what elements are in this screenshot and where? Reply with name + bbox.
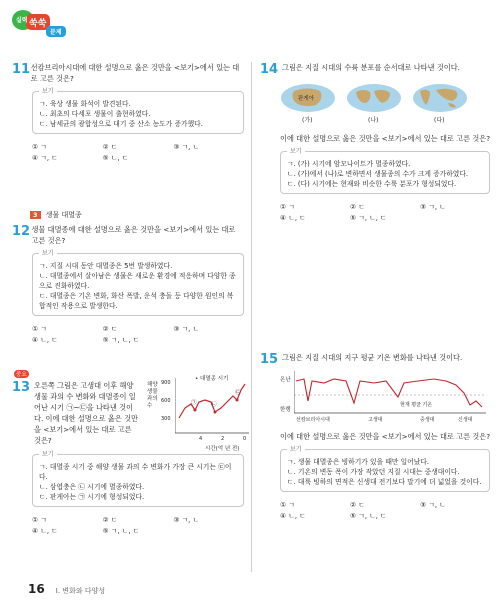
globe-map-icon: [412, 83, 468, 113]
globe-map-icon: [346, 83, 402, 113]
chart-xlabel: 시간(억 년 전): [205, 446, 240, 452]
x-tick: 4: [199, 436, 203, 442]
question-number: 12: [12, 224, 31, 239]
logo-badge: 문제: [50, 29, 62, 36]
logo-sub: 실력: [16, 17, 28, 24]
panel-label: (나): [368, 117, 379, 124]
choice-2[interactable]: ② ㄷ: [102, 143, 118, 151]
question-text: 그림은 지질 시대의 지구 평균 기온 변화를 나타낸 것이다.: [282, 353, 463, 362]
choice-5[interactable]: ⑤ ㄴ, ㄷ: [102, 153, 129, 162]
question-number: 13: [12, 380, 31, 395]
choice-1[interactable]: ① ㄱ: [32, 516, 47, 524]
question-15: [260, 352, 490, 521]
temperature-curve: [296, 379, 482, 407]
page-number: 16: [28, 582, 45, 596]
choice-5[interactable]: ⑤ ㄱ, ㄴ, ㄷ: [102, 526, 140, 535]
choice-4[interactable]: ④ ㄴ, ㄷ: [32, 335, 58, 344]
legend-text: 대멸종 시기: [200, 376, 229, 382]
choice-3[interactable]: ③ ㄱ, ㄴ: [173, 516, 200, 524]
question-14: [260, 62, 490, 223]
question-text: 오른쪽 그림은 고생대 이후 해양 생물 과의 수 변화와 대멸종이 일어난 시기 ㉠~㉢을 나타낸 것이다. 이에 대한 설명으로 옳은 것만을 <보기>에서 있는 대로 고른 것은?: [34, 381, 138, 445]
bogi-label: 보기: [39, 86, 57, 95]
bogi-item: ㄴ. 대멸종에서 살아남은 생물은 새로운 환경에 적응하며 다양한 종으로 진화하였다.: [39, 272, 236, 290]
choice-4[interactable]: ④ ㄱ, ㄷ: [32, 153, 58, 162]
question-subtext: 이에 대한 설명으로 옳은 것만을 <보기>에서 있는 대로 고른 것은?: [280, 134, 491, 143]
answer-choices: [32, 324, 244, 345]
temperature-plot: [294, 371, 486, 415]
choice-3[interactable]: ③ ㄱ, ㄴ: [420, 203, 446, 211]
bogi-box: [32, 451, 244, 507]
map-label: 판게아: [298, 96, 314, 102]
bogi-item: ㄱ. (가) 시기에 암모나이트가 멸종하였다.: [287, 160, 411, 168]
question-12: [12, 224, 244, 345]
bogi-item: ㄴ. (가)에서 (나)로 변하면서 생물종의 수가 크게 증가하였다.: [287, 170, 469, 178]
question-text: 그림은 지질 시대의 수륙 분포를 순서대로 나타낸 것이다.: [282, 63, 460, 72]
answer-choices: [32, 515, 244, 536]
section-tag: 3: [30, 211, 41, 219]
book-logo: [10, 6, 68, 42]
choice-2[interactable]: ② ㄷ: [102, 325, 118, 333]
choice-3[interactable]: ③ ㄱ, ㄴ: [420, 501, 446, 509]
bogi-label: 보기: [39, 449, 57, 458]
y-label-warm: 온난: [280, 377, 291, 383]
extinction-point: [194, 409, 197, 412]
era-label: 중생대: [420, 417, 435, 423]
era-label: 선캄브리아시대: [296, 417, 330, 423]
panel-label: (다): [434, 117, 445, 124]
choice-1[interactable]: ① ㄱ: [32, 143, 47, 151]
bogi-box: [280, 446, 490, 492]
choice-3[interactable]: ③ ㄱ, ㄴ: [173, 143, 200, 151]
bogi-item: ㄷ. 남세균의 광합성으로 대기 중 산소 농도가 증가했다.: [39, 120, 203, 128]
answer-choices: [32, 142, 244, 163]
mark-label: ㉢: [235, 390, 241, 396]
logo-text: 쑥쑥: [29, 19, 47, 29]
choice-4[interactable]: ④ ㄴ, ㄷ: [280, 511, 306, 520]
mark-label: ㉡: [211, 402, 217, 408]
bogi-box: [32, 250, 244, 316]
bogi-label: 보기: [287, 146, 305, 155]
question-text: 생물 대멸종에 대한 설명으로 옳은 것만을 <보기>에서 있는 대로 고른 것은?: [31, 225, 236, 245]
era-label: 고생대: [368, 417, 383, 423]
question-number: 14: [260, 62, 279, 77]
choice-1[interactable]: ① ㄱ: [32, 325, 47, 333]
bogi-box: [32, 88, 244, 134]
page-footer: [28, 578, 105, 597]
choice-4[interactable]: ④ ㄴ, ㄷ: [32, 526, 58, 535]
column-divider: [251, 62, 252, 572]
bogi-item: ㄷ. 대륙 빙하의 면적은 신생대 전기보다 말기에 더 넓었을 것이다.: [287, 478, 482, 486]
bogi-item: ㄱ. 지질 시대 동안 대멸종은 5번 발생하였다.: [39, 262, 173, 270]
choice-3[interactable]: ③ ㄱ, ㄴ: [173, 325, 200, 333]
choice-4[interactable]: ④ ㄴ, ㄷ: [280, 213, 306, 222]
bogi-item: ㄱ. 육상 생물 화석이 발견된다.: [39, 100, 131, 108]
bogi-item: ㄱ. 대멸종 시기 중 해양 생물 과의 수 변화가 가장 큰 시기는 ㉢이다.: [39, 463, 232, 481]
bogi-item: ㄷ. (다) 시기에는 현재와 비슷한 수륙 분포가 형성되었다.: [287, 180, 457, 188]
question-number: 11: [12, 62, 31, 77]
bogi-label: 보기: [39, 248, 57, 257]
question-13: [12, 372, 247, 536]
question-text: 선캄브리아시대에 대한 설명으로 옳은 것만을 <보기>에서 있는 대로 고른 것은?: [30, 63, 240, 83]
chart-ylabel: 해양 생물 과의 수: [147, 382, 158, 409]
mark-label: ㉠: [191, 400, 197, 406]
bogi-item: ㄱ. 생물 대멸종은 빙하기가 있을 때만 일어났다.: [287, 458, 430, 466]
y-label-cold: 한랭: [280, 407, 291, 413]
choice-5[interactable]: ⑤ ㄱ, ㄴ, ㄷ: [102, 335, 140, 344]
bogi-item: ㄷ. 대멸종은 기온 변화, 화산 폭발, 운석 충돌 등 다양한 원인의 복합적인 작용으로 발생한다.: [39, 292, 234, 310]
bogi-box: [280, 148, 490, 194]
bogi-item: ㄴ. 삼엽충은 ㉡ 시기에 멸종하였다.: [39, 483, 145, 491]
choice-1[interactable]: ① ㄱ: [280, 203, 295, 211]
question-number: 15: [260, 352, 279, 367]
extinction-point: [214, 411, 217, 414]
chart-legend: • 대멸종 시기: [195, 376, 229, 382]
bogi-item: ㄷ. 판게아는 ㉠ 시기에 형성되었다.: [39, 493, 145, 501]
era-label: 신생대: [458, 417, 473, 423]
choice-1[interactable]: ① ㄱ: [280, 501, 295, 509]
section-heading: [30, 210, 82, 220]
extinction-point: [236, 399, 239, 402]
choice-2[interactable]: ② ㄷ: [350, 203, 365, 211]
x-tick: 2: [221, 436, 225, 442]
section-title: 생물 대멸종: [45, 211, 82, 219]
choice-5[interactable]: ⑤ ㄱ, ㄴ, ㄷ: [350, 511, 387, 520]
marine-families-chart: [147, 374, 252, 466]
y-tick: 900: [161, 380, 171, 386]
choice-5[interactable]: ⑤ ㄱ, ㄴ, ㄷ: [350, 213, 387, 222]
chapter-title: Ⅰ. 변화와 다양성: [55, 587, 106, 595]
question-subtext: 이에 대한 설명으로 옳은 것만을 <보기>에서 있는 대로 고른 것은?: [280, 432, 491, 441]
temperature-chart: [280, 371, 490, 423]
x-tick: 0: [243, 436, 247, 442]
continent-maps: [280, 83, 490, 127]
bogi-item: ㄴ. 기온의 변동 폭이 가장 작았던 지질 시대는 중생대이다.: [287, 468, 460, 476]
y-tick: 600: [161, 398, 171, 404]
y-tick: 300: [161, 416, 171, 422]
panel-label: (가): [302, 117, 313, 124]
choice-2[interactable]: ② ㄷ: [102, 516, 118, 524]
answer-choices: [280, 202, 490, 223]
answer-choices: [280, 500, 490, 521]
current-temp-label: 현재 평균 기온: [400, 402, 433, 408]
important-badge: 중요: [16, 372, 27, 378]
bogi-item: ㄴ. 최초의 다세포 생물이 출현하였다.: [39, 110, 151, 118]
choice-2[interactable]: ② ㄷ: [350, 501, 365, 509]
bogi-label: 보기: [287, 444, 305, 453]
question-11: [12, 62, 244, 163]
